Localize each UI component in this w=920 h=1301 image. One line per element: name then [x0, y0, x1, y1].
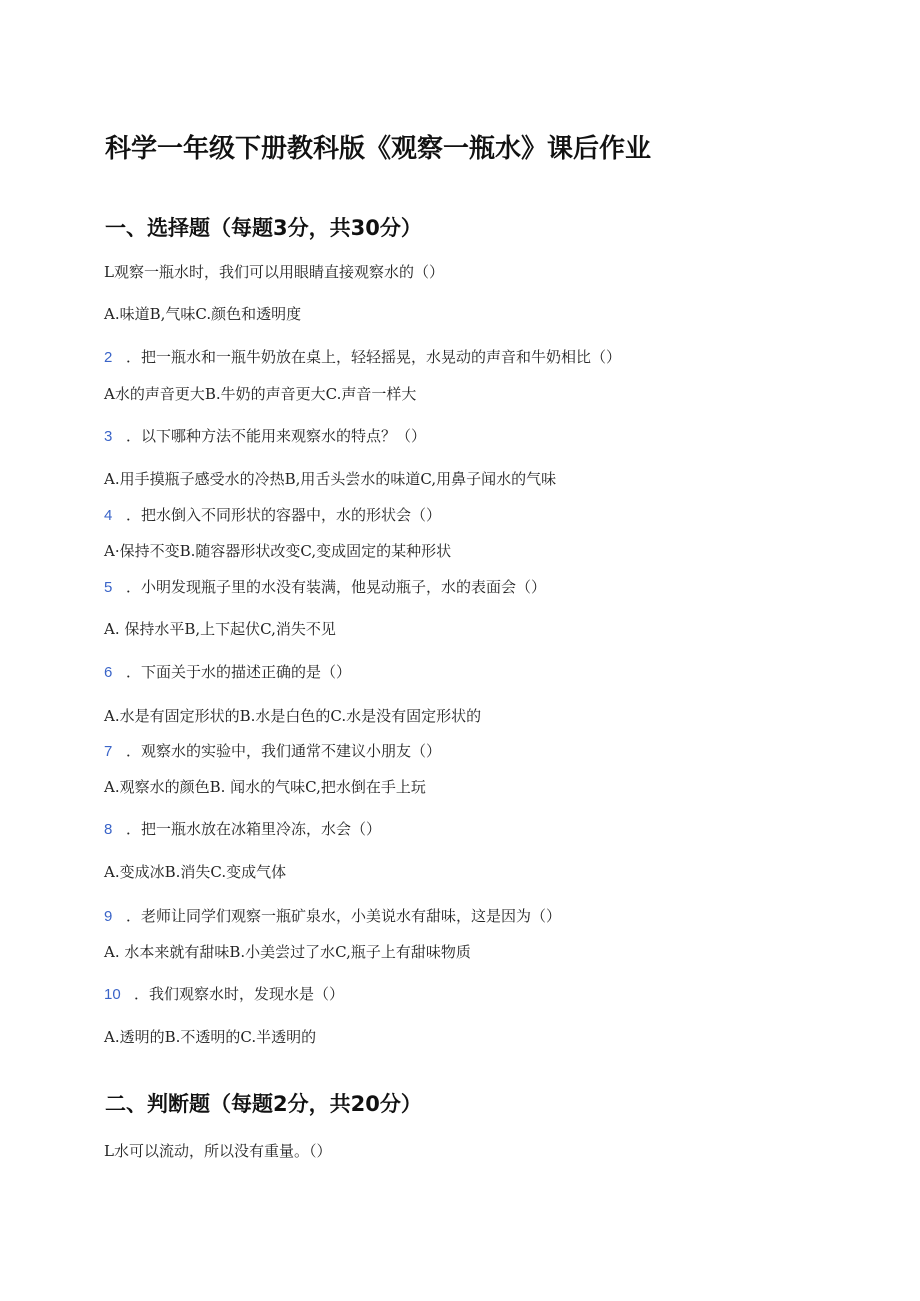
question-1 — [104, 261, 444, 282]
question-4 — [104, 504, 441, 525]
question-number: 6 — [104, 664, 113, 681]
question-number: 2 — [104, 349, 113, 366]
question-4-options: A·保持不变B.随容器形状改变C,变成固定的某种形状 — [104, 542, 452, 560]
question-text: L观察一瓶水时，我们可以用眼睛直接观察水的（） — [104, 263, 444, 281]
question-2-options: A水的声音更大B.牛奶的声音更大C.声音一样大 — [104, 385, 417, 403]
question-number: 9 — [104, 908, 113, 925]
question-8 — [104, 818, 381, 839]
question-text: ．老师让同学们观察一瓶矿泉水，小美说水有甜味，这是因为（） — [126, 907, 562, 925]
section-heading-choice: 一、选择题（每题3分，共30分） — [105, 216, 422, 240]
question-9-options: A. 水本来就有甜味B.小美尝过了水C,瓶子上有甜味物质 — [104, 943, 471, 961]
question-3 — [104, 425, 426, 446]
question-1-options: A.味道B,气味C.颜色和透明度 — [104, 305, 302, 323]
question-9 — [104, 905, 561, 926]
question-text: ．把一瓶水和一瓶牛奶放在桌上，轻轻摇晃，水晃动的声音和牛奶相比（） — [126, 348, 622, 366]
section-heading-judge: 二、判断题（每题2分，共20分） — [105, 1092, 422, 1116]
judge-question-1: L水可以流动，所以没有重量。（） — [104, 1142, 332, 1160]
question-number: 10 — [104, 986, 121, 1003]
question-text: ．小明发现瓶子里的水没有装满，他晃动瓶子，水的表面会（） — [126, 578, 547, 596]
question-2 — [104, 346, 621, 367]
question-5-options: A. 保持水平B,上下起伏C,消失不见 — [104, 620, 336, 638]
question-number: 8 — [104, 821, 113, 838]
question-number: 5 — [104, 579, 113, 596]
question-7-options: A.观察水的颜色B. 闻水的气味C,把水倒在手上玩 — [104, 778, 426, 796]
question-text: ．下面关于水的描述正确的是（） — [126, 663, 352, 681]
question-text: ．观察水的实验中，我们通常不建议小朋友（） — [126, 742, 442, 760]
question-text: ．把水倒入不同形状的容器中，水的形状会（） — [126, 506, 442, 524]
question-number: 3 — [104, 428, 113, 445]
question-10-options: A.透明的B.不透明的C.半透明的 — [104, 1028, 317, 1046]
question-3-options: A.用手摸瓶子感受水的冷热B,用舌头尝水的味道C,用鼻子闻水的气味 — [104, 470, 557, 488]
question-5 — [104, 576, 546, 597]
question-text: ．把一瓶水放在冰箱里冷冻，水会（） — [126, 820, 382, 838]
document-title: 科学一年级下册教科版《观察一瓶水》课后作业 — [105, 134, 652, 164]
question-10 — [104, 983, 344, 1004]
question-8-options: A.变成冰B.消失C.变成气体 — [104, 863, 287, 881]
question-text: ．以下哪种方法不能用来观察水的特点？（） — [126, 427, 427, 445]
question-7 — [104, 740, 441, 761]
question-text: ．我们观察水时，发现水是（） — [134, 985, 345, 1003]
question-number: 4 — [104, 507, 113, 524]
question-6-options: A.水是有固定形状的B.水是白色的C.水是没有固定形状的 — [104, 707, 482, 725]
question-6 — [104, 661, 351, 682]
question-number: 7 — [104, 743, 113, 760]
